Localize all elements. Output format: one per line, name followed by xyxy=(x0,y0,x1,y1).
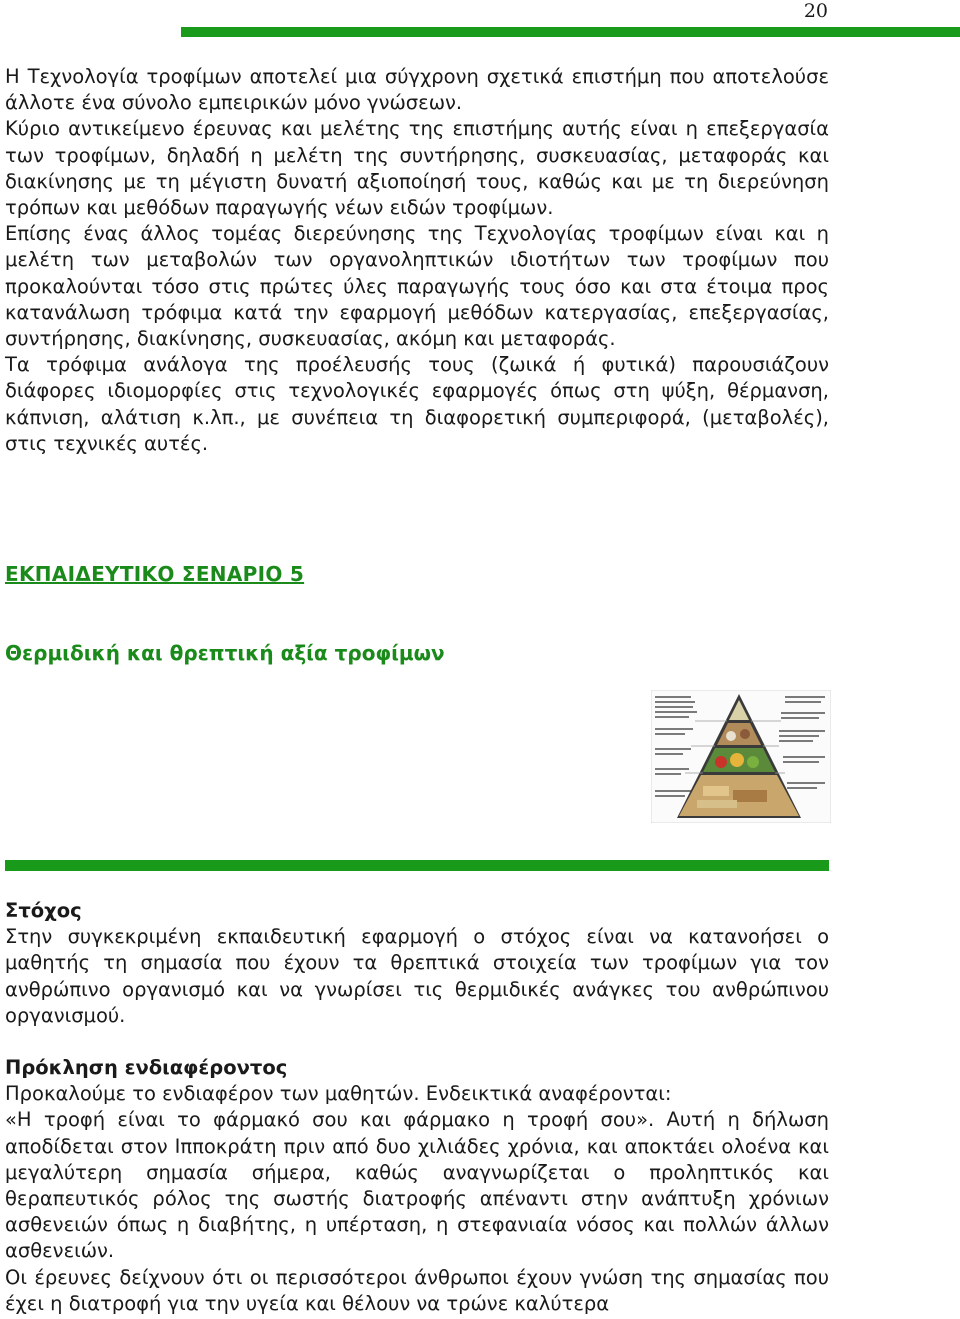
goal-heading: Στόχος xyxy=(5,899,82,922)
intro-paragraph: Η Τεχνολογία τροφίμων αποτελεί μια σύγχρονη σχετικά επιστήμη που αποτελούσε άλλοτε ένα σύνολο εμπειρικών μόνο γνώσεων. xyxy=(5,65,829,115)
intro-text xyxy=(5,64,829,457)
interest-paragraph: Οι έρευνες δείχνουν ότι οι περισσότεροι άνθρωποι έχουν γνώση της σημασίας που έχει η διατροφή για την υγεία και θέλουν να τρώνε καλύτερα xyxy=(5,1265,829,1315)
interest-section xyxy=(5,1055,829,1317)
food-pyramid-image xyxy=(651,690,831,823)
goal-section xyxy=(5,898,829,1029)
interest-paragraph: «Η τροφή είναι το φάρμακό σου και φάρμακο η τροφή σου». Αυτή η δήλωση αποδίδεται στον Ιπποκράτη πριν από δυο χιλιάδες χρόνια, και αποκτάει ολοένα και μεγαλύτερη σημασία σήμερα, καθώς αναγνωρίζεται ο προληπτικός και θεραπευτικός ρόλος της σωστής διατροφής απέναντι στην ανάπτυξη χρόνιων ασθενειών όπως η διαβήτης, η υπέρταση, η στεφανιαία νόσος και πολλών άλλων ασθενειών. xyxy=(5,1108,829,1263)
section-divider xyxy=(5,860,829,871)
page-number: 20 xyxy=(803,0,828,22)
intro-paragraph: Κύριο αντικείμενο έρευνας και μελέτης της επιστήμης αυτής είναι η επεξεργασία των τροφίμων, δηλαδή η μελέτη της συντήρησης, συσκευασίας, μεταφοράς και διακίνησης με τη μέγιστη δυνατή αξιοποίησή τους, καθώς και με τη διερεύνηση τρόπων και μεθόδων παραγωγής νέων ειδών τροφίμων. xyxy=(5,117,829,220)
header-bar xyxy=(181,27,960,37)
scenario-title: ΕΚΠΑΙΔΕΥΤΙΚΟ ΣΕΝΑΡΙΟ 5 xyxy=(5,562,305,586)
food-pyramid-icon xyxy=(651,690,831,823)
interest-heading: Πρόκληση ενδιαφέροντος xyxy=(5,1056,288,1079)
goal-text: Στην συγκεκριμένη εκπαιδευτική εφαρμογή ο στόχος είναι να κατανοήσει ο μαθητής τη σημασία που έχουν τα θρεπτικά στοιχεία των τροφίμων για τον ανθρώπινο οργανισμό και να γνωρίσει τις θερμιδικές ανάγκες του ανθρώπινου οργανισμού. xyxy=(5,925,829,1027)
intro-paragraph: Επίσης ένας άλλος τομέας διερεύνησης της Τεχνολογίας τροφίμων είναι και η μελέτη των μεταβολών των οργανοληπτικών ιδιοτήτων των τροφίμων που προκαλούνται τόσο στις πρώτες ύλες παραγωγής τους όσο και στα έτοιμα προς κατανάλωση τρόφιμα κατά την εφαρμογή μεθόδων κατεργασίας, επεξεργασίας, συντήρησης, διακίνησης, συσκευασίας, ακόμη και μεταφοράς. xyxy=(5,222,829,351)
scenario-subtitle: Θερμιδική και θρεπτική αξία τροφίμων xyxy=(5,641,445,665)
intro-paragraph: Τα τρόφιμα ανάλογα της προέλευσής τους (ζωικά ή φυτικά) παρουσιάζουν διάφορες ιδιομορφίες στις τεχνολογικές εφαρμογές όπως στη ψύξη, θέρμανση, κάπνιση, αλάτιση κ.λπ., με συνέπεια τη διαφορετική συμπεριφορά, (μεταβολές), στις τεχνικές αυτές. xyxy=(5,353,829,455)
interest-paragraph: Προκαλούμε το ενδιαφέρον των μαθητών. Ενδεικτικά αναφέρονται: xyxy=(5,1082,672,1106)
